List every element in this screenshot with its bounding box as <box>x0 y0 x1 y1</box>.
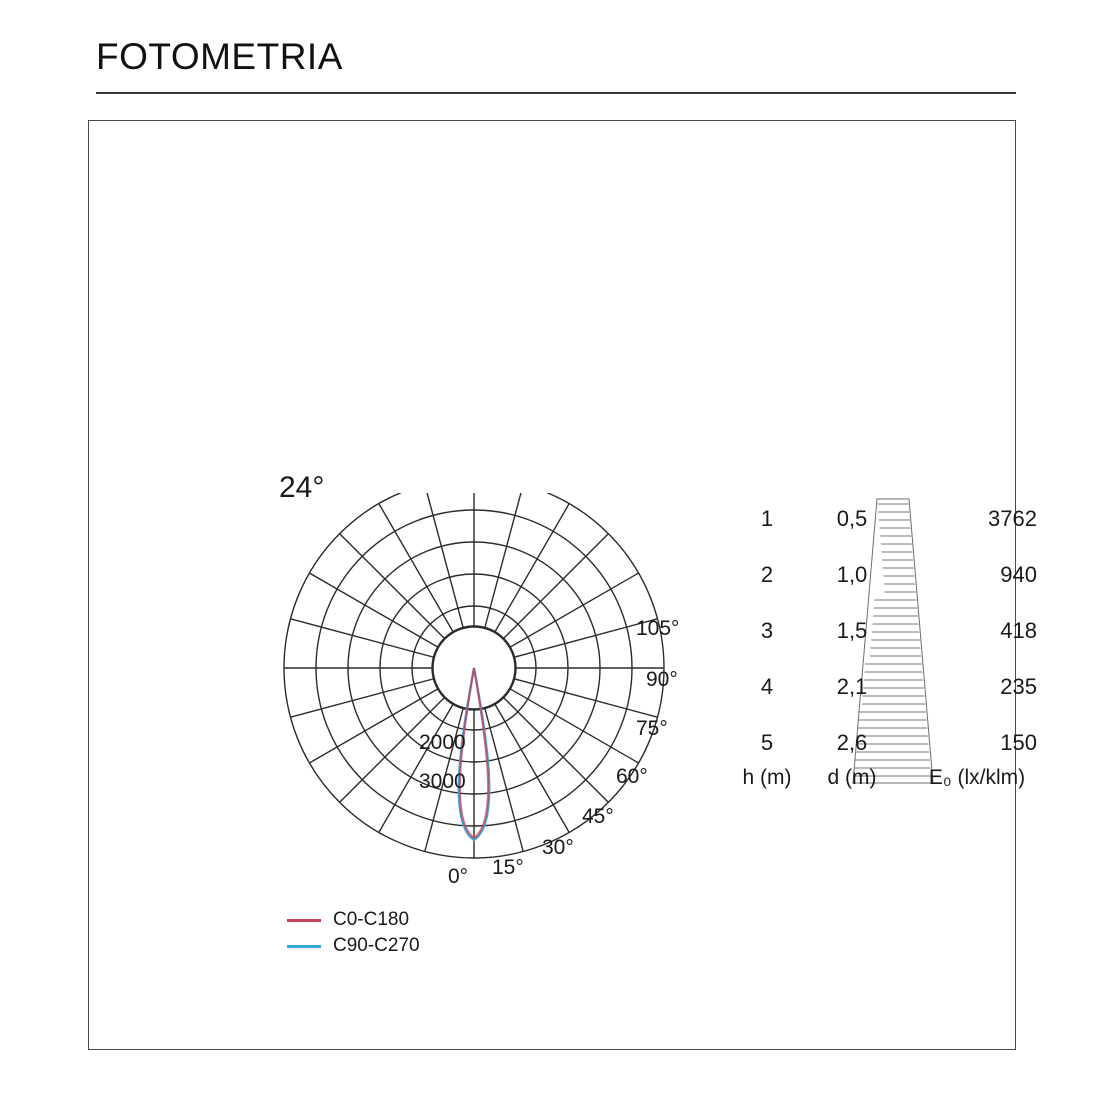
table-row <box>737 603 1047 659</box>
cone-diagram <box>737 491 1047 791</box>
angle-tick-0: 0° <box>448 865 469 888</box>
polar-diagram-svg <box>264 493 684 913</box>
legend-item-c90-c270 <box>287 933 547 959</box>
cone-h-1: 1 <box>760 506 774 531</box>
angle-tick-30: 30° <box>542 836 574 859</box>
angle-tick-90: 90° <box>646 668 678 691</box>
table-row <box>737 659 1047 715</box>
cone-table-header <box>737 766 1047 790</box>
table-row <box>737 547 1047 603</box>
legend-swatch-icon-c90-c270 <box>287 945 321 948</box>
cone-d-5: 2,6 <box>836 730 868 755</box>
cone-h-5: 5 <box>760 730 774 755</box>
angle-tick-15: 15° <box>492 856 524 879</box>
photometry-panel <box>88 120 1037 1050</box>
angle-tick-60: 60° <box>616 765 648 788</box>
cone-header-h: h (m) <box>742 766 792 789</box>
beam-angle-label: 24° <box>279 471 325 504</box>
angle-tick-105: 105° <box>636 617 680 640</box>
cone-h-2: 2 <box>760 562 774 587</box>
cone-e-1: 3762 <box>988 506 1037 531</box>
table-row <box>737 715 1047 771</box>
cone-d-1: 0,5 <box>836 506 868 531</box>
legend-label-c0-c180: C0-C180 <box>333 909 410 930</box>
cone-e-5: 150 <box>1000 730 1037 755</box>
cone-h-3: 3 <box>760 618 774 643</box>
table-row <box>737 491 1047 547</box>
angle-tick-75: 75° <box>636 717 668 740</box>
cone-d-2: 1,0 <box>836 562 868 587</box>
iso-label-3000: 3000 <box>419 770 466 793</box>
cone-d-3: 1,5 <box>836 618 868 643</box>
legend-item-c0-c180 <box>287 907 547 933</box>
title-divider <box>96 92 1016 94</box>
cone-e-3: 418 <box>1000 618 1037 643</box>
cone-d-4: 2,1 <box>836 674 868 699</box>
page-title: FOTOMETRIA <box>96 36 343 77</box>
cone-header-d: d (m) <box>827 766 877 789</box>
cone-e-2: 940 <box>1000 562 1037 587</box>
legend <box>287 907 547 959</box>
legend-swatch-icon-c0-c180 <box>287 919 321 922</box>
cone-e-4: 235 <box>1000 674 1037 699</box>
iso-label-2000: 2000 <box>419 731 466 754</box>
polar-diagram <box>264 493 684 913</box>
cone-h-4: 4 <box>760 674 774 699</box>
cone-header-e: E₀ (lx/klm) <box>928 766 1026 789</box>
legend-label-c90-c270: C90-C270 <box>333 935 420 956</box>
angle-tick-45: 45° <box>582 805 614 828</box>
